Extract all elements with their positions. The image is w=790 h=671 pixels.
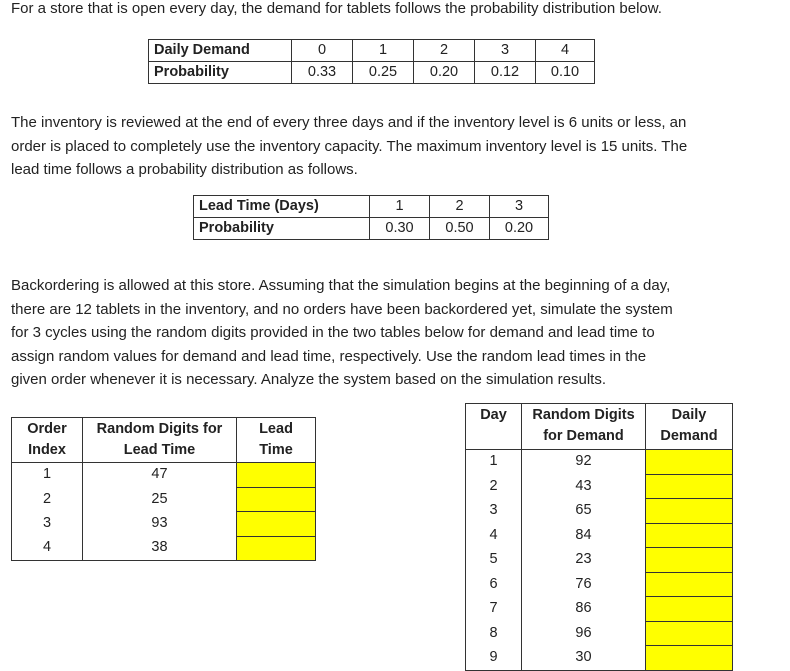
table-row	[12, 487, 316, 512]
demand-value: 4	[536, 40, 595, 62]
paragraph-line: there are 12 tablets in the inventory, and no orders have been backordered yet, simulate the system	[11, 300, 673, 318]
header-line: Lead	[259, 421, 293, 437]
daily-demand-answer-cell[interactable]	[646, 474, 733, 499]
demand-value: 1	[353, 40, 414, 62]
daily-demand-answer-cell[interactable]	[646, 597, 733, 622]
demand-value: 0	[292, 40, 353, 62]
table-row	[466, 523, 733, 548]
order-index: 4	[12, 536, 83, 561]
table-row	[466, 450, 733, 475]
order-index: 2	[12, 487, 83, 512]
random-digits: 23	[522, 548, 646, 573]
random-digits: 84	[522, 523, 646, 548]
random-digits: 43	[522, 474, 646, 499]
paragraph-line: The inventory is reviewed at the end of every three days and if the inventory level is 6 units or less, an	[11, 114, 687, 131]
paragraph-line: lead time follows a probability distribution as follows.	[11, 161, 358, 178]
table-row	[466, 597, 733, 622]
day-header: Day	[466, 404, 522, 450]
table-row	[12, 536, 316, 561]
demand-prob: 0.25	[353, 62, 414, 84]
table-row	[466, 621, 733, 646]
table-row	[466, 572, 733, 597]
day-number: 8	[466, 621, 522, 646]
order-index-table	[11, 417, 316, 561]
table-row	[466, 499, 733, 524]
random-digits-lead-header	[83, 418, 237, 463]
lead-value: 2	[430, 196, 490, 218]
intro-text: For a store that is open every day, the demand for tablets follows the probability distribution below.	[11, 0, 662, 17]
header-line: for Demand	[543, 428, 624, 444]
lead-value: 3	[490, 196, 549, 218]
table-row	[12, 463, 316, 488]
random-digits: 93	[83, 512, 237, 537]
random-digits: 76	[522, 572, 646, 597]
random-digits: 25	[83, 487, 237, 512]
random-digits: 86	[522, 597, 646, 622]
order-index: 1	[12, 463, 83, 488]
order-index-header	[12, 418, 83, 463]
daily-demand-answer-cell[interactable]	[646, 646, 733, 671]
order-index: 3	[12, 512, 83, 537]
lead-value: 1	[370, 196, 430, 218]
table-row	[466, 474, 733, 499]
lead-time-answer-cell[interactable]	[237, 463, 316, 488]
day-number: 6	[466, 572, 522, 597]
random-digits: 47	[83, 463, 237, 488]
paragraph-line: for 3 cycles using the random digits provided in the two tables below for demand and lead time to	[11, 324, 655, 341]
daily-demand-answer-cell[interactable]	[646, 450, 733, 475]
day-number: 2	[466, 474, 522, 499]
daily-demand-answer-cell[interactable]	[646, 499, 733, 524]
random-digits-demand-header	[522, 404, 646, 450]
header-line: Index	[28, 442, 66, 458]
header-line: Time	[259, 442, 293, 458]
day-number: 3	[466, 499, 522, 524]
header-line: Lead Time	[123, 442, 196, 458]
paragraph-line: order is placed to completely use the inventory capacity. The maximum inventory level is 15 units. The	[11, 137, 688, 155]
day-number: 5	[466, 548, 522, 573]
table-row	[12, 512, 316, 537]
paragraph-line: given order whenever it is necessary. Analyze the system based on the simulation results.	[11, 371, 607, 388]
lead-time-answer-cell[interactable]	[237, 512, 316, 537]
random-digits: 65	[522, 499, 646, 524]
random-digits: 96	[522, 621, 646, 646]
daily-demand-answer-cell[interactable]	[646, 548, 733, 573]
demand-prob: 0.10	[536, 62, 595, 84]
simulation-paragraph	[11, 274, 673, 392]
demand-distribution-table	[148, 39, 595, 84]
lead-time-answer-cell[interactable]	[237, 536, 316, 561]
daily-demand-answer-cell[interactable]	[646, 621, 733, 646]
daily-demand-label: Daily Demand	[149, 40, 292, 62]
daily-demand-table	[465, 403, 733, 671]
day-number: 1	[466, 450, 522, 475]
demand-prob: 0.12	[475, 62, 536, 84]
paragraph-line: Backordering is allowed at this store. Assuming that the simulation begins at the beginning of a day,	[11, 277, 671, 294]
lead-prob: 0.50	[430, 218, 490, 240]
demand-prob: 0.20	[414, 62, 475, 84]
lead-time-label: Lead Time (Days)	[194, 196, 370, 218]
lead-time-answer-cell[interactable]	[237, 487, 316, 512]
probability-label: Probability	[149, 62, 292, 84]
lead-prob: 0.30	[370, 218, 430, 240]
header-line: Random Digits	[532, 407, 635, 423]
header-line: Demand	[660, 428, 718, 444]
demand-value: 3	[475, 40, 536, 62]
header-line: Random Digits for	[96, 421, 223, 437]
random-digits: 92	[522, 450, 646, 475]
day-number: 9	[466, 646, 522, 671]
random-digits: 30	[522, 646, 646, 671]
table-row	[466, 548, 733, 573]
probability-label: Probability	[194, 218, 370, 240]
lead-time-header	[237, 418, 316, 463]
demand-prob: 0.33	[292, 62, 353, 84]
daily-demand-answer-cell[interactable]	[646, 572, 733, 597]
lead-time-distribution-table	[193, 195, 549, 240]
lead-prob: 0.20	[490, 218, 549, 240]
day-number: 4	[466, 523, 522, 548]
random-digits: 38	[83, 536, 237, 561]
daily-demand-answer-cell[interactable]	[646, 523, 733, 548]
inventory-paragraph	[11, 111, 687, 182]
daily-demand-header	[646, 404, 733, 450]
day-number: 7	[466, 597, 522, 622]
demand-value: 2	[414, 40, 475, 62]
paragraph-line: assign random values for demand and lead time, respectively. Use the random lead times in the	[11, 347, 647, 365]
header-line: Daily	[671, 407, 707, 423]
header-line: Order	[27, 421, 67, 437]
table-row	[466, 646, 733, 671]
